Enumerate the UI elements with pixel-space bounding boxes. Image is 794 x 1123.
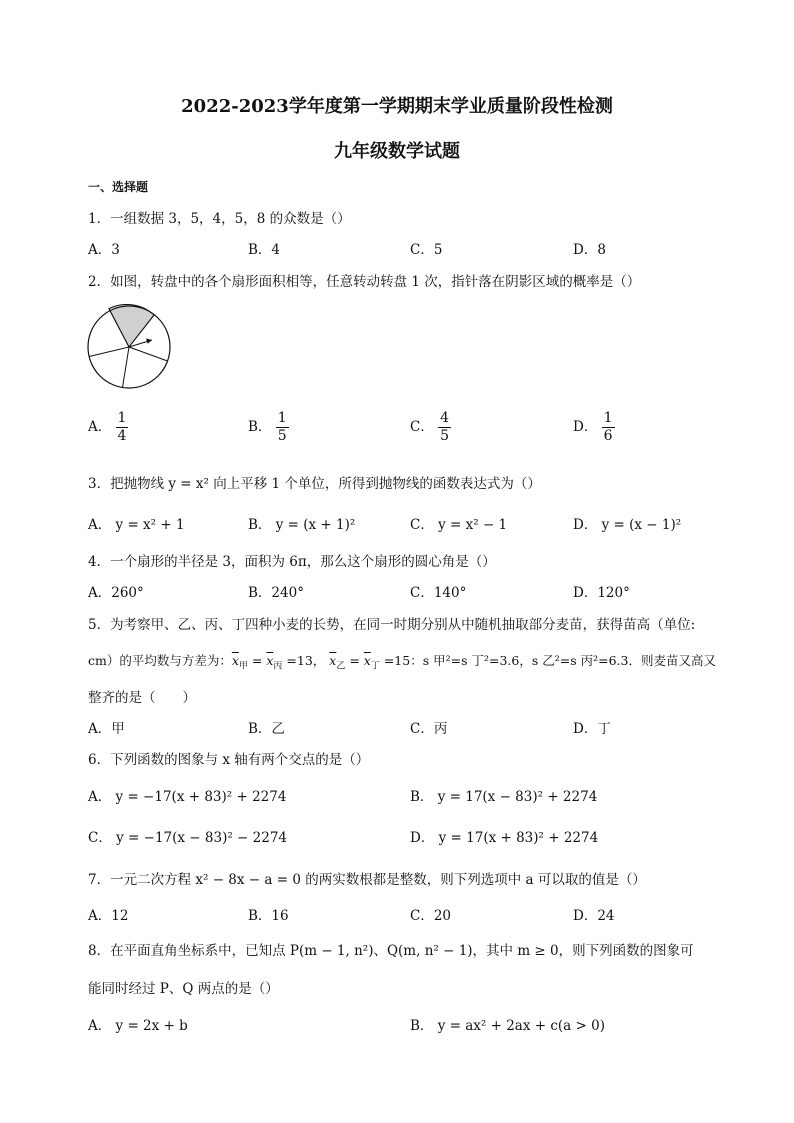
denominator: 4 (117, 428, 127, 444)
value-text: =13， (282, 653, 326, 668)
q7-option-a: A．12 (88, 908, 129, 924)
x-bar: $\overline{x}$ (231, 653, 239, 668)
q4-option-d: D．120° (573, 585, 630, 601)
sector-divider (129, 347, 168, 361)
q7-option-c: C．20 (410, 908, 452, 924)
numerator: 1 (603, 410, 613, 426)
q7-option-d: D．24 (573, 908, 615, 924)
q1-option-c: C．5 (410, 242, 443, 258)
q4-option-b: B．240° (248, 585, 304, 601)
q3-option-c: C． y = x² − 1 (410, 517, 508, 533)
q1-option-b: B．4 (248, 242, 281, 258)
fraction (438, 410, 451, 445)
sector-divider (89, 347, 129, 357)
fraction (276, 410, 289, 445)
page-title: 2022-2023学年度第一学期期末学业质量阶段性检测 (181, 96, 613, 117)
q5-option-d: D．丁 (573, 721, 611, 737)
q4-option-a: A．260° (88, 585, 144, 601)
option-letter: C． (410, 419, 434, 435)
subscript: 乙 (336, 661, 346, 672)
q2-option-c (410, 410, 451, 445)
equals: = (247, 653, 267, 668)
question-4-stem: 4．一个扇形的半径是 3，面积为 6π，那么这个扇形的圆心角是（） (88, 554, 496, 570)
q8-option-b: B． y = ax² + 2ax + c(a > 0) (410, 1018, 605, 1034)
spinner-figure (86, 304, 172, 390)
q7-option-b: B．16 (248, 908, 289, 924)
q6-option-c: C． y = −17(x − 83)² − 2274 (88, 830, 288, 846)
sector-divider (123, 347, 130, 388)
x-bar: $\overline{x}$ (266, 653, 274, 668)
q8-option-a: A． y = 2x + b (88, 1018, 188, 1034)
question-3-stem: 3．把抛物线 y = x² 向上平移 1 个单位，所得到抛物线的函数表达式为（） (88, 476, 541, 492)
denominator: 6 (603, 428, 613, 444)
subscript: 甲 (238, 661, 248, 672)
q6-option-b: B． y = 17(x − 83)² + 2274 (410, 789, 598, 805)
numerator: 4 (440, 410, 450, 426)
value-text: =15：s 甲²=s 丁²=3.6，s 乙²=s 丙²=6.3．则麦苗又高又 (379, 653, 716, 668)
numerator: 1 (117, 410, 127, 426)
x-bar: $\overline{x}$ (329, 653, 337, 668)
q3-option-d: D． y = (x − 1)² (573, 517, 682, 533)
question-5-stem-line3: 整齐的是（ ） (88, 690, 196, 706)
page-subtitle: 九年级数学试题 (334, 141, 460, 162)
numerator: 1 (277, 410, 287, 426)
option-letter: A． (88, 419, 112, 435)
question-5-stem-line1: 5．为考察甲、乙、丙、丁四种小麦的长势，在同一时期分别从中随机抽取部分麦苗，获得苗高（单位: (88, 617, 696, 633)
question-2-stem: 2．如图，转盘中的各个扇形面积相等，任意转动转盘 1 次，指针落在阴影区域的概率是（） (88, 274, 641, 290)
q5-option-a: A．甲 (88, 721, 125, 737)
question-7-stem: 7．一元二次方程 x² − 8x − a = 0 的两实数根都是整数，则下列选项中 a 可以取的值是（） (88, 872, 646, 888)
stem-text: cm）的平均数与方差为： (88, 653, 232, 668)
question-8-stem-line2: 能同时经过 P、Q 两点的是（） (88, 981, 279, 997)
q2-option-d (573, 410, 615, 445)
q5-option-c: C．丙 (410, 721, 448, 737)
question-8-stem-line1: 8．在平面直角坐标系中，已知点 P(m − 1, n²)、Q(m, n² − 1)，其中 m ≥ 0，则下列函数的图象可 (88, 943, 694, 959)
q3-option-b: B． y = (x + 1)² (248, 517, 356, 533)
q1-option-a: A．3 (88, 242, 120, 258)
equals: = (345, 653, 364, 668)
subscript: 丙 (273, 661, 283, 672)
x-bar: $\overline{x}$ (363, 653, 371, 668)
question-5-stem-line2 (88, 651, 716, 672)
fraction (116, 410, 129, 445)
question-6-stem: 6．下列函数的图象与 x 轴有两个交点的是（） (88, 752, 370, 768)
section-heading: 一、选择题 (88, 180, 149, 194)
subscript: 丁 (370, 661, 380, 672)
denominator: 5 (277, 428, 287, 444)
fraction (602, 410, 615, 445)
q4-option-c: C．140° (410, 585, 467, 601)
option-letter: B． (248, 419, 272, 435)
q6-option-a: A． y = −17(x + 83)² + 2274 (88, 789, 287, 805)
q2-option-a (88, 410, 128, 445)
q1-option-d: D．8 (573, 242, 606, 258)
q6-option-d: D． y = 17(x + 83)² + 2274 (410, 830, 599, 846)
denominator: 5 (440, 428, 450, 444)
option-letter: D． (573, 419, 598, 435)
q3-option-a: A． y = x² + 1 (88, 517, 185, 533)
q5-option-b: B．乙 (248, 721, 285, 737)
question-1-stem: 1．一组数据 3，5，4，5，8 的众数是（） (88, 211, 351, 227)
q2-option-b (248, 410, 289, 445)
